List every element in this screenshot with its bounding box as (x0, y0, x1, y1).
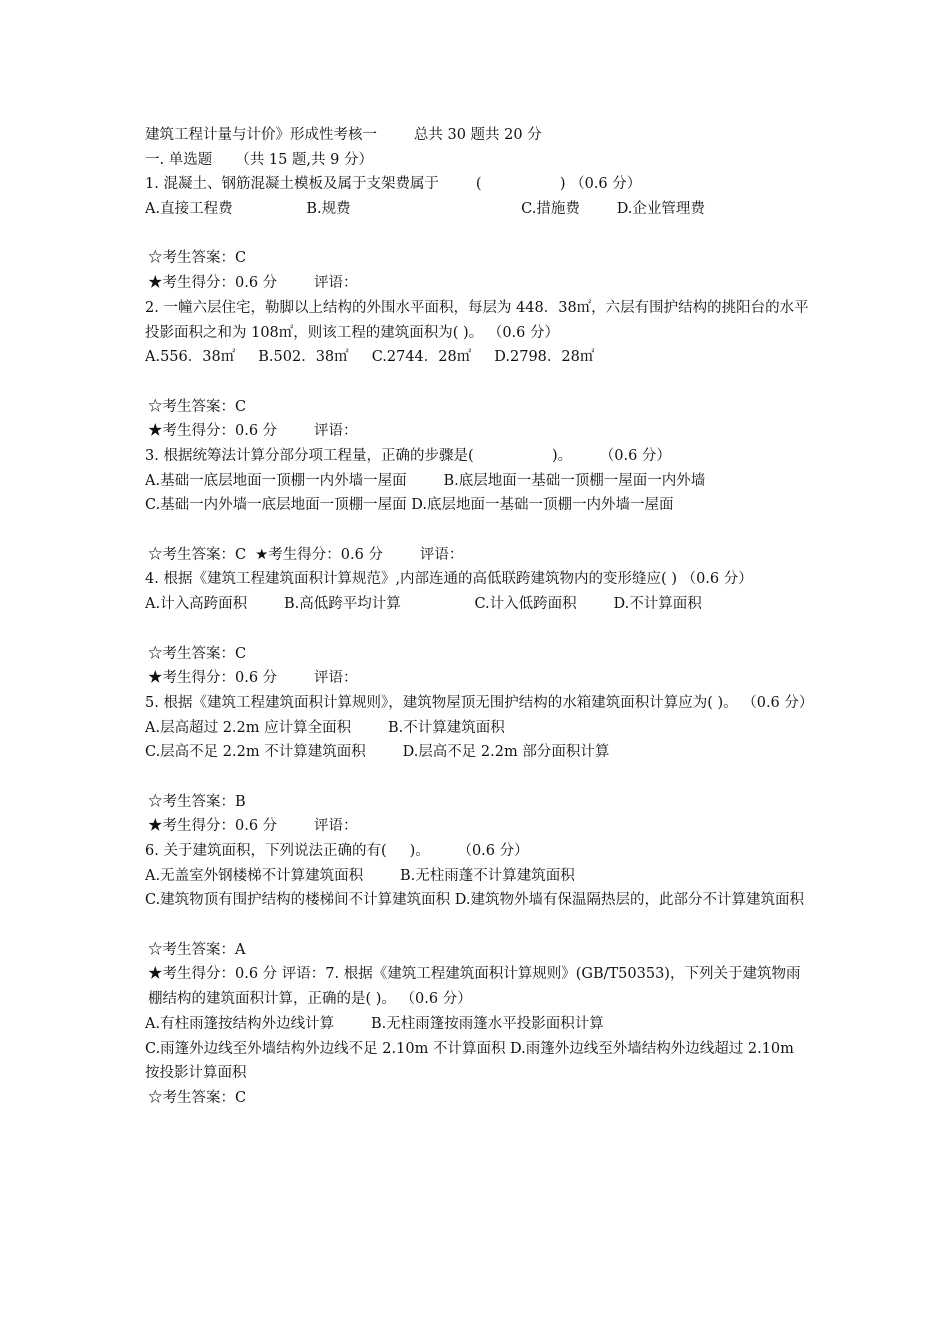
question-5-options-cd: C.层高不足 2.2m 不计算建筑面积 D.层高不足 2.2m 部分面积计算 (145, 744, 610, 761)
question-3-text: 3. 根据统筹法计算分部分项工程量，正确的步骤是( )。 （0.6 分） (145, 447, 671, 464)
question-5-answer: ☆考生答案：B (148, 793, 246, 810)
question-2-answer: ☆考生答案：C (148, 398, 247, 415)
question-6-text: 6. 关于建筑面积，下列说法正确的有( )。 （0.6 分） (145, 843, 529, 860)
blank-line (145, 518, 810, 543)
question-4-text: 4. 根据《建筑工程建筑面积计算规范》,内部连通的高低联跨建筑物内的变形缝应( ) （0.6 分） (145, 571, 753, 588)
question-6-options-ab: A.无盖室外钢楼梯不计算建筑面积 B.无柱雨蓬不计算建筑面积 (145, 867, 575, 884)
blank-line (145, 765, 810, 790)
question-2-text: 2. 一幢六层住宅，勒脚以上结构的外围水平面积，每层为 448．38㎡，六层有围护结构的挑阳台的水平投影面积之和为 108㎡，则该工程的建筑面积为( )。 （0.6 分） (145, 299, 809, 341)
question-1-text: 1. 混凝土、钢筋混凝土模板及属于支架费属于 ( ) （0.6 分） (145, 176, 642, 193)
question-2-options: A.556．38㎡ B.502．38㎡ C.2744．28㎡ D.2798．28㎡ (145, 349, 595, 366)
document-title: 建筑工程计量与计价》形成性考核一 总共 30 题共 20 分 (145, 127, 542, 143)
blank-line (145, 913, 810, 938)
question-1-options: A.直接工程费 B.规费 C.措施费 D.企业管理费 (145, 201, 705, 218)
section-heading: 一. 单选题 （共 15 题,共 9 分） (145, 151, 373, 168)
question-6-score-question-7-text: ★考生得分：0.6 分 评语：7. 根据《建筑工程建筑面积计算规则》(GB/T50353)，下列关于建筑物雨棚结构的建筑面积计算，正确的是( )。 （0.6 分） (148, 966, 801, 1008)
question-5-options-ab: A.层高超过 2.2m 应计算全面积 B.不计算建筑面积 (145, 719, 505, 736)
question-4-options: A.计入高跨面积 B.高低跨平均计算 C.计入低跨面积 D.不计算面积 (145, 596, 702, 613)
blank-line (145, 370, 810, 395)
question-3-options-ab: A.基础一底层地面一顶棚一内外墙一屋面 B.底层地面一基础一顶棚一屋面一内外墙 (145, 472, 706, 489)
question-6-options-cd: C.建筑物顶有围护结构的楼梯间不计算建筑面积 D.建筑物外墙有保温隔热层的，此部分不计算建筑面积 (145, 892, 805, 909)
document-body (145, 123, 814, 1111)
question-1-score: ★考生得分：0.6 分 评语： (148, 275, 358, 292)
question-5-text: 5. 根据《建筑工程建筑面积计算规则》，建筑物屋顶无围护结构的水箱建筑面积计算应为( )。 （0.6 分） (145, 694, 814, 711)
question-7-options-cd: C.雨篷外边线至外墙结构外边线不足 2.10m 不计算面积 D.雨篷外边线至外墙结构外边线超过 2.10m 按投影计算面积 (145, 1040, 794, 1082)
question-4-score: ★考生得分：0.6 分 评语： (148, 670, 358, 687)
question-2-score: ★考生得分：0.6 分 评语： (148, 423, 358, 440)
question-6-answer: ☆考生答案：A (148, 941, 246, 958)
blank-line (145, 222, 810, 247)
question-7-answer: ☆考生答案：C (148, 1089, 247, 1106)
question-5-score: ★考生得分：0.6 分 评语： (148, 818, 358, 835)
question-1-answer: ☆考生答案：C (148, 250, 247, 267)
question-3-answer-score: ☆考生答案：C ★考生得分：0.6 分 评语： (148, 546, 464, 563)
blank-line (145, 617, 810, 642)
question-3-options-cd: C.基础一内外墙一底层地面一顶棚一屋面 D.底层地面一基础一顶棚一内外墙一屋面 (145, 497, 674, 514)
question-7-options-ab: A.有柱雨篷按结构外边线计算 B.无柱雨篷按雨篷水平投影面积计算 (145, 1015, 604, 1032)
question-4-answer: ☆考生答案：C (148, 645, 247, 662)
